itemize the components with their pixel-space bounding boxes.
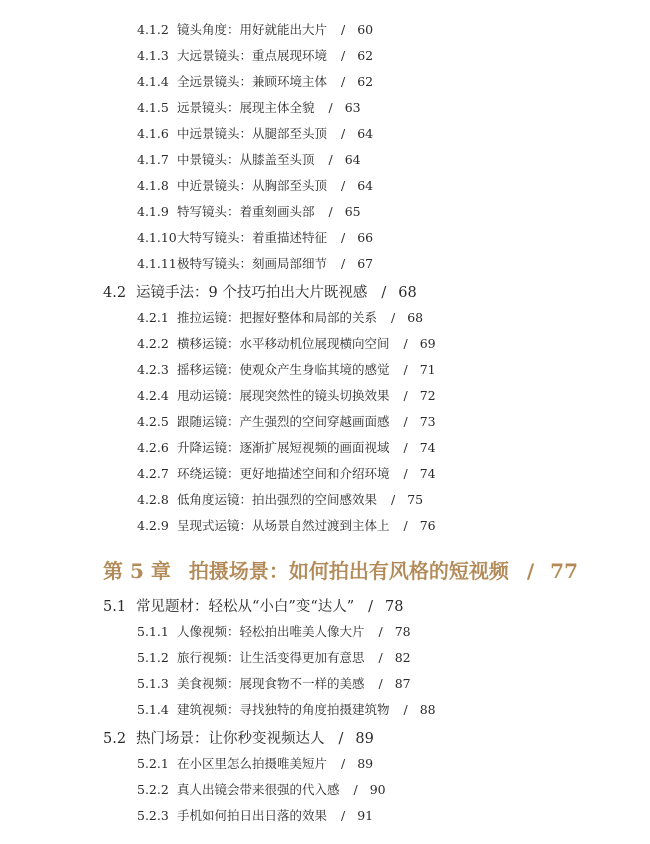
toc-entry[interactable]	[137, 520, 436, 533]
toc-entry[interactable]	[137, 652, 411, 665]
toc-entry[interactable]	[137, 442, 436, 455]
entry-title: 极特写镜头：刻画局部细节	[177, 256, 328, 271]
entry-page-number: 89	[357, 756, 374, 771]
entry-title: 旅行视频：让生活变得更加有意思	[177, 650, 365, 665]
toc-entry[interactable]	[137, 416, 436, 429]
toc-section-entry[interactable]	[103, 286, 417, 301]
entry-separator: /	[341, 126, 346, 141]
entry-title: 美食视频：展现食物不一样的美感	[177, 676, 365, 691]
entry-separator: /	[403, 518, 408, 533]
toc-section-entry[interactable]	[103, 732, 374, 747]
entry-title: 环绕运镜：更好地描述空间和介绍环境	[177, 466, 390, 481]
entry-page-number: 64	[357, 126, 374, 141]
entry-number: 4.2.4	[137, 388, 169, 403]
entry-page-number: 62	[357, 74, 374, 89]
entry-page-number: 63	[344, 100, 361, 115]
toc-entry[interactable]	[137, 810, 373, 823]
entry-title: 建筑视频：寻找独特的角度拍摄建筑物	[177, 702, 390, 717]
entry-title: 特写镜头：着重刻画头部	[177, 204, 315, 219]
entry-number: 4.2.6	[137, 440, 169, 455]
entry-separator: /	[328, 100, 333, 115]
toc-entry[interactable]	[137, 704, 436, 717]
entry-separator: /	[341, 48, 346, 63]
entry-number: 4.1.3	[137, 48, 169, 63]
entry-separator: /	[378, 624, 383, 639]
entry-separator: /	[341, 22, 346, 37]
entry-page-number: 90	[369, 782, 386, 797]
entry-separator: /	[391, 310, 396, 325]
entry-separator: /	[341, 178, 346, 193]
entry-separator: /	[403, 388, 408, 403]
entry-number: 5.2.2	[137, 782, 169, 797]
entry-page-number: 65	[344, 204, 361, 219]
entry-page-number: 74	[419, 466, 436, 481]
toc-entry[interactable]	[137, 154, 361, 167]
entry-title: 远景镜头：展现主体全貌	[177, 100, 315, 115]
entry-separator: /	[403, 440, 408, 455]
entry-title: 大远景镜头：重点展现环境	[177, 48, 328, 63]
entry-number: 4.2.7	[137, 466, 169, 481]
entry-separator: /	[341, 230, 346, 245]
section-page-number: 78	[385, 599, 404, 615]
entry-title: 中近景镜头：从胸部至头顶	[177, 178, 328, 193]
entry-separator: /	[353, 782, 358, 797]
entry-page-number: 60	[357, 22, 374, 37]
entry-title: 大特写镜头：着重描述特征	[177, 230, 328, 245]
entry-number: 4.1.9	[137, 204, 169, 219]
toc-chapter-heading[interactable]	[103, 561, 578, 581]
section-number: 5.2	[103, 731, 127, 747]
toc-section-entry[interactable]	[103, 600, 404, 615]
entry-separator: /	[338, 731, 344, 747]
entry-page-number: 75	[407, 492, 424, 507]
section-title: 热门场景：让你秒变视频达人	[136, 731, 325, 747]
entry-page-number: 91	[357, 808, 374, 823]
entry-number: 5.1.4	[137, 702, 169, 717]
entry-separator: /	[403, 702, 408, 717]
entry-number: 4.2.5	[137, 414, 169, 429]
entry-page-number: 78	[394, 624, 411, 639]
toc-entry[interactable]	[137, 50, 373, 63]
toc-entry[interactable]	[137, 494, 423, 507]
toc-entry[interactable]	[137, 128, 373, 141]
entry-title: 真人出镜会带来很强的代入感	[177, 782, 340, 797]
chapter-number: 第 5 章	[103, 559, 171, 583]
entry-title: 全远景镜头：兼顾环境主体	[177, 74, 328, 89]
toc-entry[interactable]	[137, 678, 411, 691]
toc-entry[interactable]	[137, 312, 423, 325]
toc-entry[interactable]	[137, 232, 373, 245]
entry-title: 中远景镜头：从腿部至头顶	[177, 126, 328, 141]
entry-page-number: 87	[394, 676, 411, 691]
entry-number: 4.2.3	[137, 362, 169, 377]
entry-page-number: 69	[419, 336, 436, 351]
entry-title: 人像视频：轻松拍出唯美人像大片	[177, 624, 365, 639]
entry-page-number: 67	[357, 256, 374, 271]
entry-title: 升降运镜：逐渐扩展短视频的画面视域	[177, 440, 390, 455]
entry-number: 4.1.10	[137, 230, 177, 245]
entry-title: 甩动运镜：展现突然性的镜头切换效果	[177, 388, 390, 403]
entry-separator: /	[391, 492, 396, 507]
entry-title: 横移运镜：水平移动机位展现横向空间	[177, 336, 390, 351]
section-number: 4.2	[103, 285, 127, 301]
entry-separator: /	[381, 285, 387, 301]
entry-number: 4.1.6	[137, 126, 169, 141]
entry-separator: /	[403, 414, 408, 429]
entry-page-number: 82	[394, 650, 411, 665]
toc-entry[interactable]	[137, 468, 436, 481]
entry-page-number: 66	[357, 230, 374, 245]
entry-separator: /	[368, 599, 374, 615]
chapter-page-number: 77	[550, 559, 578, 583]
entry-number: 5.1.3	[137, 676, 169, 691]
entry-title: 推拉运镜：把握好整体和局部的关系	[177, 310, 378, 325]
entry-separator: /	[378, 676, 383, 691]
entry-separator: /	[403, 466, 408, 481]
entry-title: 中景镜头：从膝盖至头顶	[177, 152, 315, 167]
toc-entry[interactable]	[137, 24, 373, 37]
toc-entry[interactable]	[137, 364, 436, 377]
entry-number: 5.1.1	[137, 624, 169, 639]
entry-title: 在小区里怎么拍摄唯美短片	[177, 756, 328, 771]
chapter-title: 拍摄场景：如何拍出有风格的短视频	[188, 559, 509, 583]
entry-number: 4.1.8	[137, 178, 169, 193]
entry-number: 4.2.8	[137, 492, 169, 507]
section-page-number: 89	[355, 731, 374, 747]
entry-number: 4.1.11	[137, 256, 177, 271]
entry-page-number: 64	[344, 152, 361, 167]
toc-entry[interactable]	[137, 758, 373, 771]
toc-entry[interactable]	[137, 390, 436, 403]
section-page-number: 68	[398, 285, 417, 301]
entry-number: 4.1.4	[137, 74, 169, 89]
toc-entry[interactable]	[137, 102, 361, 115]
entry-page-number: 74	[419, 440, 436, 455]
toc-entry[interactable]	[137, 626, 411, 639]
entry-number: 4.2.1	[137, 310, 169, 325]
entry-title: 呈现式运镜：从场景自然过渡到主体上	[177, 518, 390, 533]
section-title: 常见题材：轻松从“小白”变“达人”	[136, 599, 355, 615]
entry-page-number: 73	[419, 414, 436, 429]
entry-page-number: 76	[419, 518, 436, 533]
entry-title: 摇移运镜：使观众产生身临其境的感觉	[177, 362, 390, 377]
toc-entry[interactable]	[137, 76, 373, 89]
entry-separator: /	[328, 152, 333, 167]
entry-separator: /	[341, 756, 346, 771]
entry-page-number: 68	[407, 310, 424, 325]
entry-number: 4.2.9	[137, 518, 169, 533]
entry-page-number: 64	[357, 178, 374, 193]
entry-separator: /	[526, 559, 535, 583]
toc-entry[interactable]	[137, 180, 373, 193]
toc-entry[interactable]	[137, 258, 373, 271]
entry-title: 低角度运镜：拍出强烈的空间感效果	[177, 492, 378, 507]
entry-page-number: 62	[357, 48, 374, 63]
entry-number: 4.1.7	[137, 152, 169, 167]
entry-title: 跟随运镜：产生强烈的空间穿越画面感	[177, 414, 390, 429]
entry-page-number: 71	[419, 362, 436, 377]
entry-number: 4.2.2	[137, 336, 169, 351]
entry-number: 5.2.1	[137, 756, 169, 771]
entry-number: 5.2.3	[137, 808, 169, 823]
section-number: 5.1	[103, 599, 127, 615]
entry-number: 5.1.2	[137, 650, 169, 665]
entry-number: 4.1.2	[137, 22, 169, 37]
entry-page-number: 72	[419, 388, 436, 403]
entry-separator: /	[378, 650, 383, 665]
entry-title: 手机如何拍日出日落的效果	[177, 808, 328, 823]
toc-entry[interactable]	[137, 206, 361, 219]
entry-title: 镜头角度：用好就能出大片	[177, 22, 328, 37]
section-title: 运镜手法：9 个技巧拍出大片既视感	[136, 285, 368, 301]
entry-separator: /	[341, 74, 346, 89]
entry-separator: /	[403, 336, 408, 351]
entry-separator: /	[341, 256, 346, 271]
entry-separator: /	[341, 808, 346, 823]
toc-entry[interactable]	[137, 784, 386, 797]
entry-separator: /	[403, 362, 408, 377]
entry-number: 4.1.5	[137, 100, 169, 115]
entry-page-number: 88	[419, 702, 436, 717]
entry-separator: /	[328, 204, 333, 219]
toc-entry[interactable]	[137, 338, 436, 351]
